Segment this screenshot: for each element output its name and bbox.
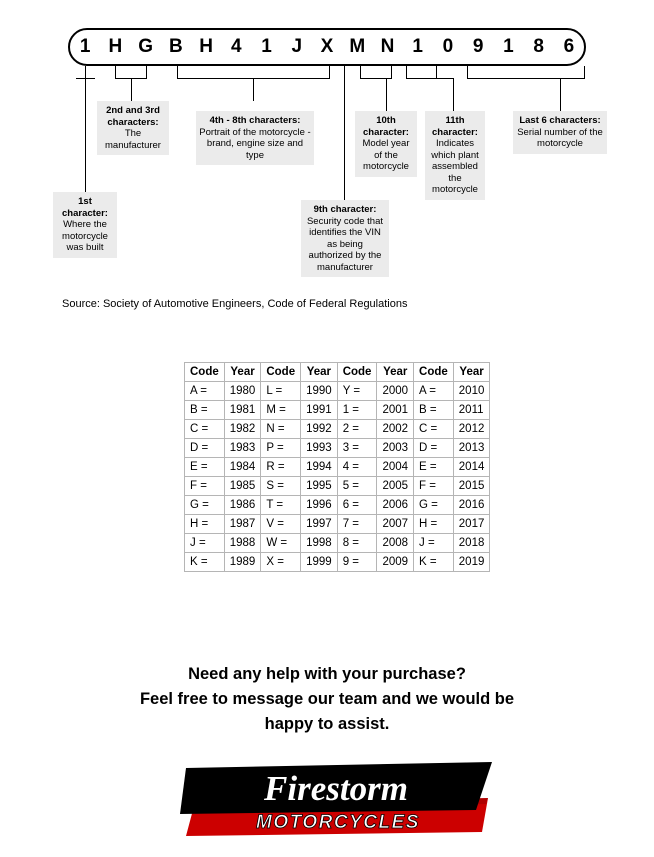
leader-line xyxy=(146,66,147,78)
column-header: Code xyxy=(337,363,377,382)
cell-code: X = xyxy=(261,553,301,572)
cell-year: 2010 xyxy=(453,382,490,401)
source-note: Source: Society of Automotive Engineers, Code of Federal Regulations xyxy=(62,298,408,310)
column-header: Year xyxy=(301,363,338,382)
callout-body: Model year of the motorcycle xyxy=(362,138,410,172)
vin-char: M xyxy=(349,36,366,57)
leader-line xyxy=(115,66,116,78)
cell-code: 1 = xyxy=(337,401,377,420)
column-header: Code xyxy=(414,363,454,382)
cell-year: 2005 xyxy=(377,477,414,496)
table-row xyxy=(185,515,490,534)
vin-char: G xyxy=(138,36,153,57)
cell-code: B = xyxy=(185,401,225,420)
cell-year: 1990 xyxy=(301,382,338,401)
cell-year: 2002 xyxy=(377,420,414,439)
vin-char: H xyxy=(108,36,123,57)
leader-line xyxy=(436,66,437,78)
cell-code: V = xyxy=(261,515,301,534)
cell-code: G = xyxy=(414,496,454,515)
vin-char: 1 xyxy=(79,36,91,57)
callout-fourth-eighth-characters xyxy=(196,111,314,165)
cell-year: 2013 xyxy=(453,439,490,458)
cell-code: R = xyxy=(261,458,301,477)
cell-year: 2008 xyxy=(377,534,414,553)
vin-char: H xyxy=(199,36,213,57)
callout-last-six-characters xyxy=(513,111,607,154)
vin-char: 1 xyxy=(503,36,514,57)
callout-body: Serial number of the motorcycle xyxy=(517,126,603,149)
vin-character-box xyxy=(68,28,586,66)
cell-year: 2016 xyxy=(453,496,490,515)
cell-code: A = xyxy=(414,382,454,401)
cell-code: N = xyxy=(261,420,301,439)
logo-graphic xyxy=(176,762,496,840)
cell-code: B = xyxy=(414,401,454,420)
vin-char: J xyxy=(291,36,303,57)
help-message xyxy=(0,662,654,737)
cell-code: L = xyxy=(261,382,301,401)
vin-char: 9 xyxy=(472,36,484,57)
leader-line xyxy=(467,66,468,78)
callout-title: 1st character: xyxy=(62,196,108,219)
cell-year: 2003 xyxy=(377,439,414,458)
cell-code: A = xyxy=(185,382,225,401)
cell-code: 6 = xyxy=(337,496,377,515)
cell-code: T = xyxy=(261,496,301,515)
cell-year: 1993 xyxy=(301,439,338,458)
cell-code: E = xyxy=(185,458,225,477)
callout-ninth-character xyxy=(301,200,389,277)
column-header: Year xyxy=(453,363,490,382)
leader-line xyxy=(386,78,387,111)
leader-line xyxy=(436,78,454,79)
table-row xyxy=(185,458,490,477)
cell-year: 1995 xyxy=(301,477,338,496)
cell-year: 2012 xyxy=(453,420,490,439)
cell-code: J = xyxy=(185,534,225,553)
cell-year: 1987 xyxy=(224,515,261,534)
leader-line xyxy=(329,66,330,78)
column-header: Year xyxy=(377,363,414,382)
leader-line xyxy=(391,66,392,78)
firestorm-motorcycles-logo xyxy=(176,762,496,840)
cell-year: 1983 xyxy=(224,439,261,458)
year-code-table xyxy=(184,362,490,572)
vin-char: 1 xyxy=(261,36,272,57)
column-header: Year xyxy=(224,363,261,382)
cell-code: 9 = xyxy=(337,553,377,572)
cell-code: G = xyxy=(185,496,225,515)
cell-code: C = xyxy=(185,420,225,439)
callout-body: Where the motorcycle was built xyxy=(62,219,108,253)
cell-year: 1997 xyxy=(301,515,338,534)
table-row xyxy=(185,420,490,439)
cell-code: H = xyxy=(185,515,225,534)
cell-year: 2004 xyxy=(377,458,414,477)
vin-char: 1 xyxy=(412,36,423,57)
cell-year: 2000 xyxy=(377,382,414,401)
cell-year: 1984 xyxy=(224,458,261,477)
cell-year: 2017 xyxy=(453,515,490,534)
leader-line xyxy=(560,78,561,111)
help-line-1: Need any help with your purchase? xyxy=(188,665,466,683)
callout-body: Portrait of the motorcycle - brand, engine size and type xyxy=(199,126,311,161)
cell-year: 2014 xyxy=(453,458,490,477)
vin-char: B xyxy=(168,36,183,57)
cell-year: 2006 xyxy=(377,496,414,515)
table-row xyxy=(185,496,490,515)
callout-first-character xyxy=(53,192,117,258)
callout-title: 10th character: xyxy=(363,115,409,138)
cell-code: 3 = xyxy=(337,439,377,458)
callout-body: Security code that identifies the VIN as being authorized by the manufacturer xyxy=(306,215,384,273)
callout-title: 11th character: xyxy=(432,115,478,138)
callout-title: 4th - 8th characters: xyxy=(209,115,301,126)
cell-year: 2018 xyxy=(453,534,490,553)
callout-title: 2nd and 3rd characters: xyxy=(106,105,160,128)
vin-char: N xyxy=(380,36,395,57)
cell-year: 1980 xyxy=(224,382,261,401)
callout-tenth-character xyxy=(355,111,417,177)
cell-year: 2015 xyxy=(453,477,490,496)
cell-year: 1996 xyxy=(301,496,338,515)
vin-diagram xyxy=(0,0,654,310)
cell-year: 1985 xyxy=(224,477,261,496)
cell-code: 5 = xyxy=(337,477,377,496)
cell-code: 4 = xyxy=(337,458,377,477)
table-row xyxy=(185,382,490,401)
callout-body: Indicates which plant assembled the motorcycle xyxy=(431,138,479,195)
leader-line xyxy=(85,78,86,192)
vin-char: X xyxy=(320,36,334,57)
callout-title: 9th character: xyxy=(313,204,377,215)
cell-year: 2019 xyxy=(453,553,490,572)
cell-year: 2001 xyxy=(377,401,414,420)
cell-year: 1982 xyxy=(224,420,261,439)
cell-code: P = xyxy=(261,439,301,458)
cell-code: H = xyxy=(414,515,454,534)
table-header-row xyxy=(185,363,490,382)
cell-code: E = xyxy=(414,458,454,477)
leader-line xyxy=(406,78,437,79)
column-header: Code xyxy=(261,363,301,382)
leader-line xyxy=(177,66,178,78)
cell-code: F = xyxy=(414,477,454,496)
leader-line xyxy=(85,66,86,78)
cell-code: K = xyxy=(185,553,225,572)
cell-year: 1989 xyxy=(224,553,261,572)
cell-year: 1981 xyxy=(224,401,261,420)
cell-year: 1992 xyxy=(301,420,338,439)
table-row xyxy=(185,401,490,420)
cell-code: J = xyxy=(414,534,454,553)
cell-code: K = xyxy=(414,553,454,572)
table-row xyxy=(185,553,490,572)
vin-char: 4 xyxy=(231,36,242,57)
table-row xyxy=(185,439,490,458)
leader-line xyxy=(467,78,585,79)
cell-year: 1988 xyxy=(224,534,261,553)
leader-line xyxy=(253,78,254,101)
cell-year: 2009 xyxy=(377,553,414,572)
cell-code: C = xyxy=(414,420,454,439)
cell-year: 1991 xyxy=(301,401,338,420)
cell-year: 1994 xyxy=(301,458,338,477)
help-line-3: happy to assist. xyxy=(264,715,390,733)
vin-char: 6 xyxy=(563,36,575,57)
vin-char: 8 xyxy=(533,36,544,57)
leader-line xyxy=(453,78,454,111)
logo-secondary-text: MOTORCYCLES xyxy=(256,812,420,833)
cell-code: W = xyxy=(261,534,301,553)
leader-line xyxy=(360,66,361,78)
cell-year: 2007 xyxy=(377,515,414,534)
cell-code: S = xyxy=(261,477,301,496)
table-row xyxy=(185,534,490,553)
cell-code: Y = xyxy=(337,382,377,401)
leader-line xyxy=(360,78,392,79)
cell-code: 8 = xyxy=(337,534,377,553)
leader-line xyxy=(344,66,345,200)
callout-eleventh-character xyxy=(425,111,485,200)
cell-code: 7 = xyxy=(337,515,377,534)
cell-code: F = xyxy=(185,477,225,496)
vin-char: 0 xyxy=(442,36,454,57)
cell-year: 1986 xyxy=(224,496,261,515)
help-line-2: Feel free to message our team and we would be xyxy=(139,690,515,708)
cell-code: D = xyxy=(414,439,454,458)
callout-body: The manufacturer xyxy=(105,128,161,151)
table-row xyxy=(185,477,490,496)
leader-line xyxy=(406,66,407,78)
cell-year: 1998 xyxy=(301,534,338,553)
cell-code: 2 = xyxy=(337,420,377,439)
cell-year: 2011 xyxy=(453,401,490,420)
callout-title: Last 6 characters: xyxy=(519,115,601,126)
cell-code: D = xyxy=(185,439,225,458)
logo-primary-text: Firestorm xyxy=(264,769,408,808)
column-header: Code xyxy=(185,363,225,382)
cell-year: 1999 xyxy=(301,553,338,572)
cell-code: M = xyxy=(261,401,301,420)
callout-second-third-characters xyxy=(97,101,169,155)
leader-line xyxy=(131,78,132,101)
leader-line xyxy=(584,66,585,78)
